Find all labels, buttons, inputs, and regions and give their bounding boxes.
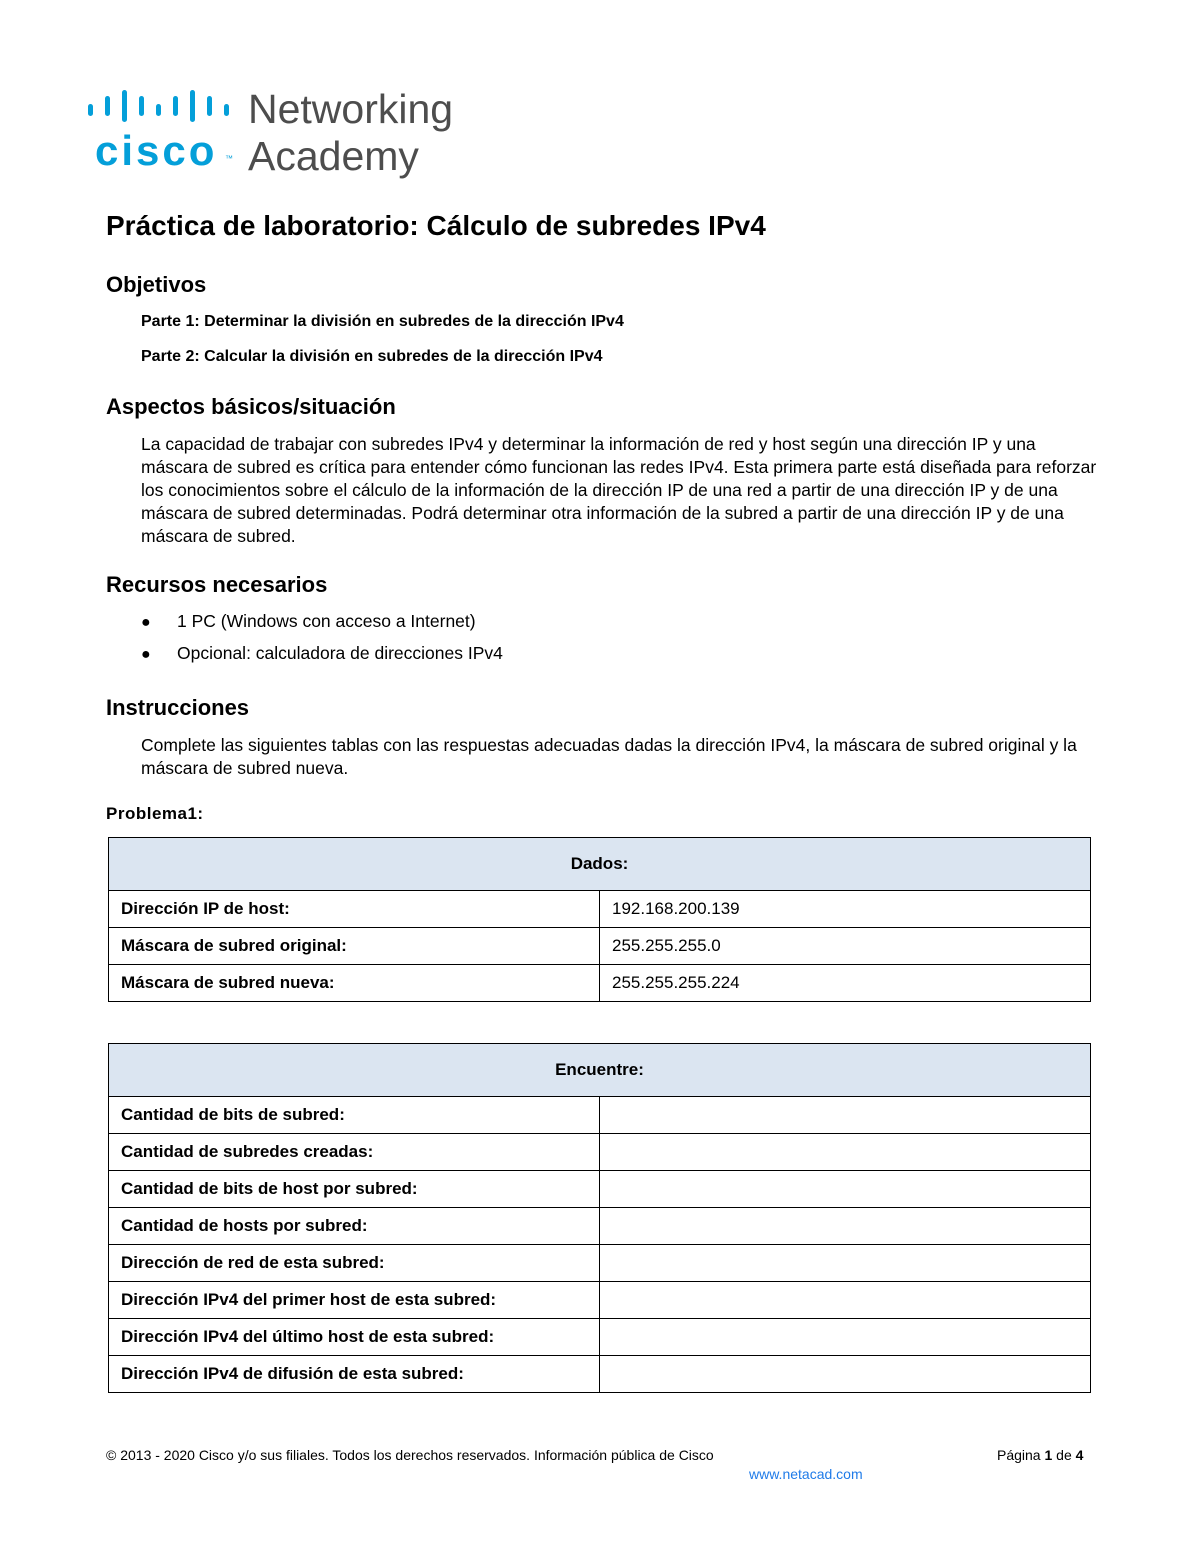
page-of: de [1056,1447,1072,1463]
table-row [109,1134,1091,1171]
answer-cell[interactable] [600,1171,1091,1208]
academy-name [248,86,453,180]
logo-line-academy: Academy [248,133,419,179]
footer-copyright: © 2013 - 2020 Cisco y/o sus filiales. Todos los derechos reservados. Información pública de Cisco [106,1447,714,1463]
background-heading: Aspectos básicos/situación [106,394,396,419]
table-row [109,1208,1091,1245]
table-row [109,1171,1091,1208]
objective-part-2: Parte 2: Calcular la división en subredes de la dirección IPv4 [141,348,603,365]
find-label: Dirección IPv4 de difusión de esta subred: [109,1356,600,1393]
find-label: Dirección IPv4 del primer host de esta subred: [109,1282,600,1319]
given-value: 255.255.255.224 [600,965,1091,1002]
find-label: Cantidad de bits de host por subred: [109,1171,600,1208]
answer-cell[interactable] [600,1134,1091,1171]
objective-part-1: Parte 1: Determinar la división en subredes de la dirección IPv4 [141,313,624,330]
find-label: Dirección de red de esta subred: [109,1245,600,1282]
answer-cell[interactable] [600,1245,1091,1282]
find-table [108,1043,1091,1393]
background-paragraph: La capacidad de trabajar con subredes IPv4 y determinar la información de red y host según una dirección IP y una máscara de subred es crítica para entender cómo funcionan las redes IPv4. Esta primera parte está diseñada para reforzar los conocimientos sobre el cálculo de la información de la dirección IP de una red a partir de una dirección IP y de una máscara de subred determinadas. Podrá determinar otra información de la subred a partir de una dirección IP y de una máscara de subred. [141,434,1097,546]
given-label: Dirección IP de host: [109,891,600,928]
resource-item: ● Opcional: calculadora de direcciones IPv4 [141,643,503,663]
find-label: Cantidad de subredes creadas: [109,1134,600,1171]
find-label: Cantidad de hosts por subred: [109,1208,600,1245]
instructions-heading: Instrucciones [106,695,250,720]
answer-cell[interactable] [600,1282,1091,1319]
given-table-header: Dados: [109,838,1091,891]
find-label: Cantidad de bits de subred: [109,1097,600,1134]
cisco-networking-academy-logo [85,86,475,182]
logo-line-networking: Networking [248,86,454,132]
given-label: Máscara de subred original: [109,928,600,965]
trademark-symbol: ™ [225,154,233,163]
table-row [109,1097,1091,1134]
table-row [109,965,1091,1002]
given-value: 192.168.200.139 [600,891,1091,928]
find-table-header: Encuentre: [109,1044,1091,1097]
page-total: 4 [1075,1447,1084,1463]
table-row [109,1356,1091,1393]
objectives-heading: Objetivos [106,272,207,297]
resource-item: ● 1 PC (Windows con acceso a Internet) [141,611,476,631]
netacad-link[interactable]: www.netacad.com [749,1466,863,1482]
given-value: 255.255.255.0 [600,928,1091,965]
table-row [109,1319,1091,1356]
table-row [109,928,1091,965]
table-row [109,1282,1091,1319]
find-label: Dirección IPv4 del último host de esta subred: [109,1319,600,1356]
page-title: Práctica de laboratorio: Cálculo de subredes IPv4 [106,210,766,241]
page-word: Página [997,1447,1041,1463]
cisco-wordmark: cisco [95,127,218,174]
table-row [109,891,1091,928]
answer-cell[interactable] [600,1356,1091,1393]
answer-cell[interactable] [600,1208,1091,1245]
table-row [109,1245,1091,1282]
problem-label: Problema1: [106,804,204,823]
bullet-icon: ● [141,646,151,663]
page-number [997,1447,1083,1463]
resources-heading: Recursos necesarios [106,572,328,597]
answer-cell[interactable] [600,1097,1091,1134]
given-label: Máscara de subred nueva: [109,965,600,1002]
instructions-paragraph: Complete las siguientes tablas con las respuestas adecuadas dadas la dirección IPv4, la máscara de subred original y la máscara de subred nueva. [141,735,1077,778]
bullet-icon: ● [141,614,151,631]
given-table [108,837,1091,1002]
page-current: 1 [1044,1447,1053,1463]
cisco-bars-icon [85,90,235,126]
answer-cell[interactable] [600,1319,1091,1356]
